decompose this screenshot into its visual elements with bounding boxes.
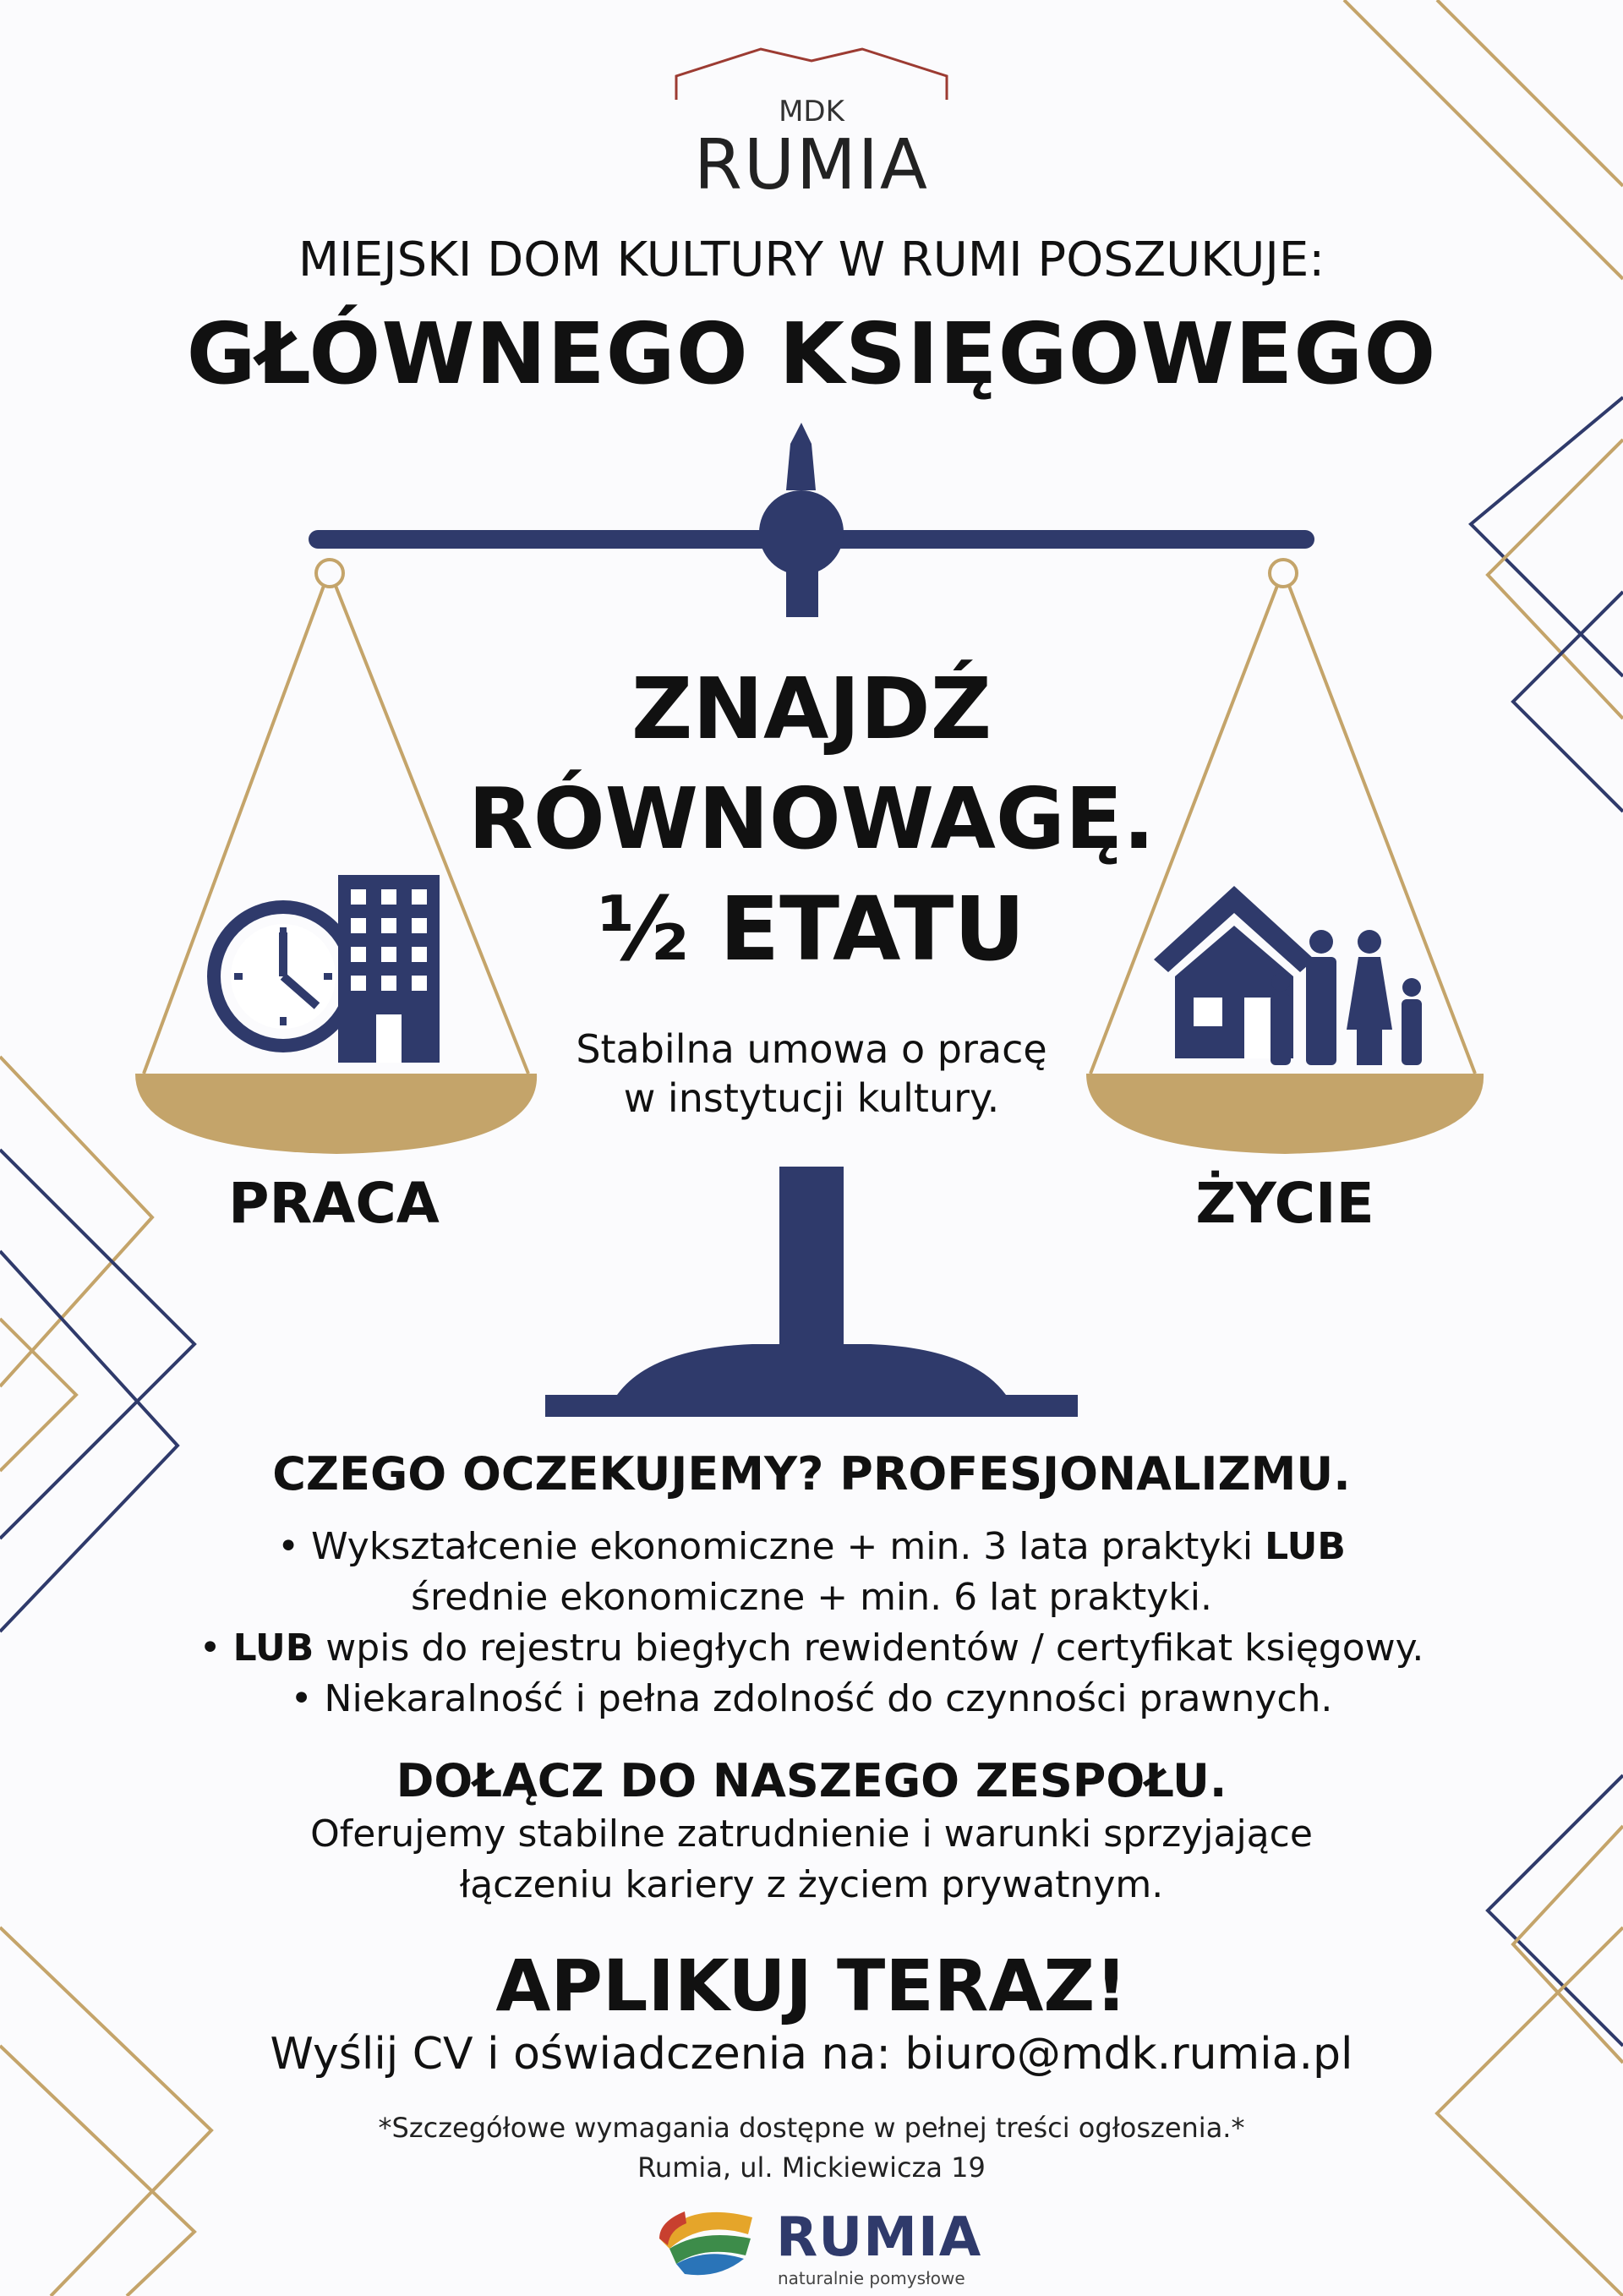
headline-title: GŁÓWNEGO KSIĘGOWEGO	[186, 304, 1437, 403]
cta-heading: APLIKUJ TERAZ!	[495, 1944, 1128, 2027]
requirement-line-2: średnie ekonomiczne + min. 6 lat praktyki.	[411, 1576, 1212, 1619]
label-praca: PRACA	[228, 1171, 440, 1236]
team-line-1: Oferujemy stabilne zatrudnienie i warunki sprzyjające	[310, 1812, 1313, 1856]
team-heading: DOŁĄCZ DO NASZEGO ZESPOŁU.	[396, 1754, 1227, 1807]
footer-logo-tagline: naturalnie pomysłowe	[778, 2268, 965, 2288]
requirement-line-1: • Wykształcenie ekonomiczne + min. 3 lata praktyki LUB	[277, 1525, 1346, 1568]
footer-logo-text: RUMIA	[776, 2206, 982, 2269]
scale-description-2: w instytucji kultury.	[623, 1075, 1000, 1121]
cta-email-line: Wyślij CV i oświadczenia na: biuro@mdk.rumia.pl	[270, 2029, 1353, 2080]
slogan-line-3: ½ ETATU	[598, 877, 1025, 981]
footer-note: *Szczegółowe wymagania dostępne w pełnej treści ogłoszenia.*	[378, 2112, 1245, 2144]
requirement-line-4: • Niekaralność i pełna zdolność do czynności prawnych.	[290, 1677, 1333, 1720]
label-zycie: ŻYCIE	[1195, 1171, 1374, 1236]
headline-subtitle: MIEJSKI DOM KULTURY W RUMI POSZUKUJE:	[298, 232, 1325, 287]
team-line-2: łączeniu kariery z życiem prywatnym.	[459, 1863, 1164, 1906]
requirements-heading: CZEGO OCZEKUJEMY? PROFESJONALIZMU.	[272, 1447, 1351, 1501]
scale-description-1: Stabilna umowa o pracę	[576, 1026, 1047, 1072]
rumia-city-logo-mark	[651, 2196, 761, 2281]
logo-mdk-text: MDK	[779, 95, 844, 128]
footer-address: Rumia, ul. Mickiewicza 19	[637, 2151, 986, 2184]
slogan-line-1: ZNAJDŹ	[631, 659, 992, 758]
requirement-line-3: • LUB wpis do rejestru biegłych rewidentów / certyfikat księgowy.	[199, 1626, 1424, 1670]
logo-rumia-text: RUMIA	[693, 125, 930, 205]
slogan-line-2: RÓWNOWAGĘ.	[467, 769, 1156, 868]
